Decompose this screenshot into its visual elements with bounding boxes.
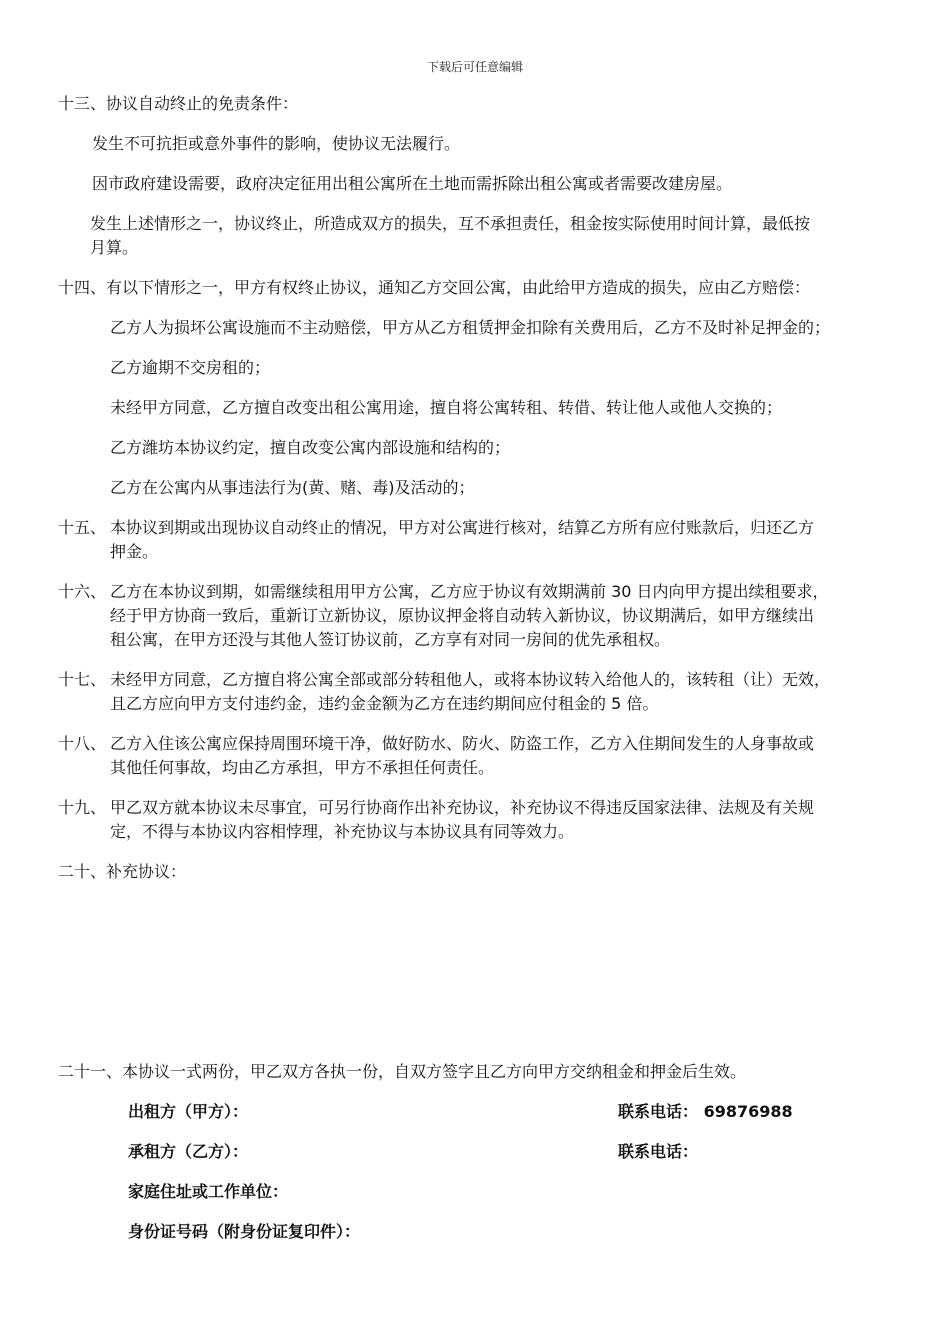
lessor-label: 出租方（甲方）： [128,1102,249,1121]
section-16-line-1: 乙方在本协议到期，如需继续租用甲方公寓，乙方应于协议有效期满前 30 日内向甲方提出续租要求， [110,582,829,601]
id-number-label: 身份证号码（附身份证复印件）： [128,1222,361,1241]
section-13-note-line-1: 发生上述情形之一，协议终止，所造成双方的损失，互不承担责任，租金按实际使用时间计算，最低按 [90,214,811,233]
section-15-line-2: 押金。 [110,542,159,561]
section-14-item-2: 乙方逾期不交房租的； [110,358,271,377]
section-21-title: 二十一、本协议一式两份，甲乙双方各执一份，自双方签字且乙方向甲方交纳租金和押金后生效。 [58,1062,747,1081]
section-14-title: 十四、有以下情形之一，甲方有权终止协议，通知乙方交回公寓，由此给甲方造成的损失，应由乙方赔偿： [58,278,811,297]
section-16-number: 十六、 [58,582,107,601]
lessee-label: 承租方（乙方）： [128,1142,249,1161]
section-16-line-2: 经于甲方协商一致后，重新订立新协议，原协议押金将自动转入新协议，协议期满后，如甲方继续出 [110,606,815,625]
section-17-line-2: 且乙方应向甲方支付违约金，违约金金额为乙方在违约期间应付租金的 5 倍。 [110,694,659,713]
section-20-title: 二十、补充协议： [58,862,187,881]
section-16-line-3: 租公寓，在甲方还没与其他人签订协议前，乙方享有对同一房间的优先承租权。 [110,630,671,649]
section-18-line-2: 其他任何事故，均由乙方承担，甲方不承担任何责任。 [110,758,495,777]
section-17-line-1: 未经甲方同意，乙方擅自将公寓全部或部分转租他人，或将本协议转入给他人的，该转租（让）无效， [110,670,831,689]
section-14-item-1: 乙方人为损坏公寓设施而不主动赔偿，甲方从乙方租赁押金扣除有关费用后，乙方不及时补足押金的； [110,318,831,337]
section-13-item-1: 发生不可抗拒或意外事件的影响，使协议无法履行。 [92,134,461,153]
section-18-number: 十八、 [58,734,107,753]
section-15-line-1: 本协议到期或出现协议自动终止的情况，甲方对公寓进行核对，结算乙方所有应付账款后，归还乙方 [110,518,815,537]
section-14-item-4: 乙方潍坊本协议约定，擅自改变公寓内部设施和结构的； [110,438,511,457]
section-14-item-5: 乙方在公寓内从事违法行为(黄、赌、毒)及活动的； [110,478,475,497]
address-label: 家庭住址或工作单位： [128,1182,289,1201]
section-15-number: 十五、 [58,518,107,537]
section-19-line-1: 甲乙双方就本协议未尽事宜，可另行协商作出补充协议，补充协议不得违反国家法律、法规及有关规 [110,798,815,817]
section-19-number: 十九、 [58,798,107,817]
section-13-title: 十三、协议自动终止的免责条件： [58,94,299,113]
section-17-number: 十七、 [58,670,107,689]
section-18-line-1: 乙方入住该公寓应保持周围环境干净，做好防水、防火、防盗工作，乙方入住期间发生的人身事故或 [110,734,815,753]
lessee-phone: 联系电话： [618,1142,699,1161]
section-13-item-2: 因市政府建设需要，政府决定征用出租公寓所在土地而需拆除出租公寓或者需要改建房屋。 [92,174,733,193]
section-19-line-2: 定，不得与本协议内容相悖理，补充协议与本协议具有同等效力。 [110,822,575,841]
header-watermark: 下载后可任意编辑 [426,60,523,74]
lessor-phone: 联系电话： 69876988 [618,1102,793,1121]
section-14-item-3: 未经甲方同意，乙方擅自改变出租公寓用途，擅自将公寓转租、转借、转让他人或他人交换的； [110,398,783,417]
section-13-note-line-2: 月算。 [90,238,139,257]
